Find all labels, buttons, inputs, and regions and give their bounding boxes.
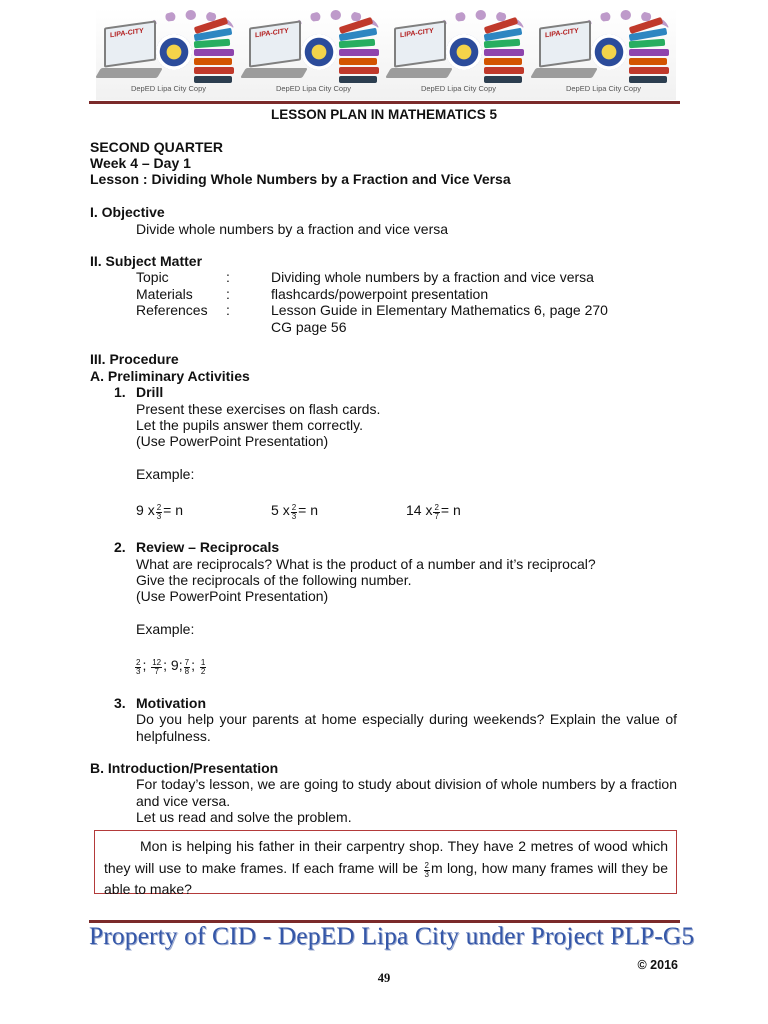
banner-tile <box>241 8 386 100</box>
subject-label-topic: Topic <box>136 269 169 285</box>
book-stack-icon <box>484 20 526 90</box>
banner-tile <box>386 8 531 100</box>
book-stack-icon <box>194 20 236 90</box>
reciprocal-examples: $\frac{2}{3}$ ; $\frac{12}{7}$ ; 9; $\frac{7}{8}$ ; $\frac{1}{2}$ <box>136 657 206 676</box>
page-number: 49 <box>377 971 391 985</box>
header-banner <box>96 8 676 100</box>
review-line: (Use PowerPoint Presentation) <box>136 588 329 604</box>
subject-colon: : <box>226 269 230 285</box>
motivation-text: Do you help your parents at home especially during weekends? Explain the value of helpfulness. <box>136 711 677 744</box>
subject-colon: : <box>226 302 230 318</box>
subject-extra-reference: CG page 56 <box>271 319 347 335</box>
drill-title: Drill <box>136 384 164 400</box>
banner-caption: DepED Lipa City Copy <box>275 84 352 93</box>
quarter-heading: SECOND QUARTER <box>90 139 224 155</box>
banner-logo-label: LIPA-CITY <box>545 27 579 40</box>
banner-caption: DepED Lipa City Copy <box>420 84 497 93</box>
laptop-icon <box>539 20 591 67</box>
laptop-icon <box>104 20 156 67</box>
banner-tile <box>531 8 676 100</box>
review-example-label: Example: <box>136 621 195 637</box>
subject-value-references: Lesson Guide in Elementary Mathematics 6, page 270 <box>271 302 608 318</box>
book-stack-icon <box>629 20 671 90</box>
drill-exercise: 5 x $\frac{2}{3}$ = n <box>271 502 318 521</box>
word-problem-box <box>94 830 677 897</box>
deped-seal-icon <box>156 34 192 70</box>
page-title: LESSON PLAN IN MATHEMATICS 5 <box>270 107 497 122</box>
review-title: Review – Reciprocals <box>136 539 280 555</box>
drill-number: 1. <box>114 384 126 400</box>
week-heading: Week 4 – Day 1 <box>90 155 191 171</box>
drill-line: (Use PowerPoint Presentation) <box>136 433 329 449</box>
subject-label-materials: Materials <box>136 286 193 302</box>
procedure-heading: III. Procedure <box>90 351 179 367</box>
banner-logo-label: LIPA-CITY <box>400 27 434 40</box>
property-notice: Property of CID - DepED Lipa City under Project PLP-G5 <box>89 921 695 950</box>
banner-logo-label: LIPA-CITY <box>255 27 289 40</box>
banner-logo-label: LIPA-CITY <box>110 27 144 40</box>
motivation-number: 3. <box>114 695 126 711</box>
drill-line: Let the pupils answer them correctly. <box>136 417 363 433</box>
introduction-text: For today’s lesson, we are going to study about division of whole numbers by a fraction and vice versa. <box>136 776 677 809</box>
deped-seal-icon <box>446 34 482 70</box>
problem-text-before: Mon is helping his father in their carpentry shop. They have 2 metres of wood which they will use to make frames. If each frame will be <box>104 838 668 876</box>
problem-fraction: $\frac{2}{3}$ <box>424 860 429 879</box>
review-line: What are reciprocals? What is the product of a number and it’s reciprocal? <box>136 556 596 572</box>
banner-caption: DepED Lipa City Copy <box>565 84 642 93</box>
subject-value-materials: flashcards/powerpoint presentation <box>271 286 489 302</box>
drill-exercise: 14 x $\frac{2}{7}$ = n <box>406 502 461 521</box>
laptop-icon <box>394 20 446 67</box>
review-line: Give the reciprocals of the following number. <box>136 572 412 588</box>
banner-caption: DepED Lipa City Copy <box>130 84 207 93</box>
subject-matter-heading: II. Subject Matter <box>90 253 203 269</box>
problem-text-after: m long, how many frames will they be able to make? <box>104 859 669 897</box>
book-stack-icon <box>339 20 381 90</box>
subject-colon: : <box>226 286 230 302</box>
drill-line: Present these exercises on flash cards. <box>136 401 381 417</box>
lesson-heading: Lesson : Dividing Whole Numbers by a Fraction and Vice Versa <box>90 171 511 187</box>
objective-heading: I. Objective <box>90 204 165 220</box>
laptop-icon <box>249 20 301 67</box>
review-number: 2. <box>114 539 126 555</box>
deped-seal-icon <box>591 34 627 70</box>
banner-tile <box>96 8 241 100</box>
introduction-line: Let us read and solve the problem. <box>136 809 352 825</box>
deped-seal-icon <box>301 34 337 70</box>
objective-text: Divide whole numbers by a fraction and vice versa <box>136 221 449 237</box>
introduction-heading: B. Introduction/Presentation <box>90 760 279 776</box>
subject-label-references: References <box>136 302 208 318</box>
header-rule <box>89 101 680 104</box>
subject-value-topic: Dividing whole numbers by a fraction and vice versa <box>271 269 594 285</box>
drill-exercise: 9 x $\frac{2}{3}$ = n <box>136 502 183 521</box>
motivation-title: Motivation <box>136 695 206 711</box>
preliminary-activities-heading: A. Preliminary Activities <box>90 368 250 384</box>
drill-example-label: Example: <box>136 466 195 482</box>
copyright-notice: © 2016 <box>637 958 678 972</box>
